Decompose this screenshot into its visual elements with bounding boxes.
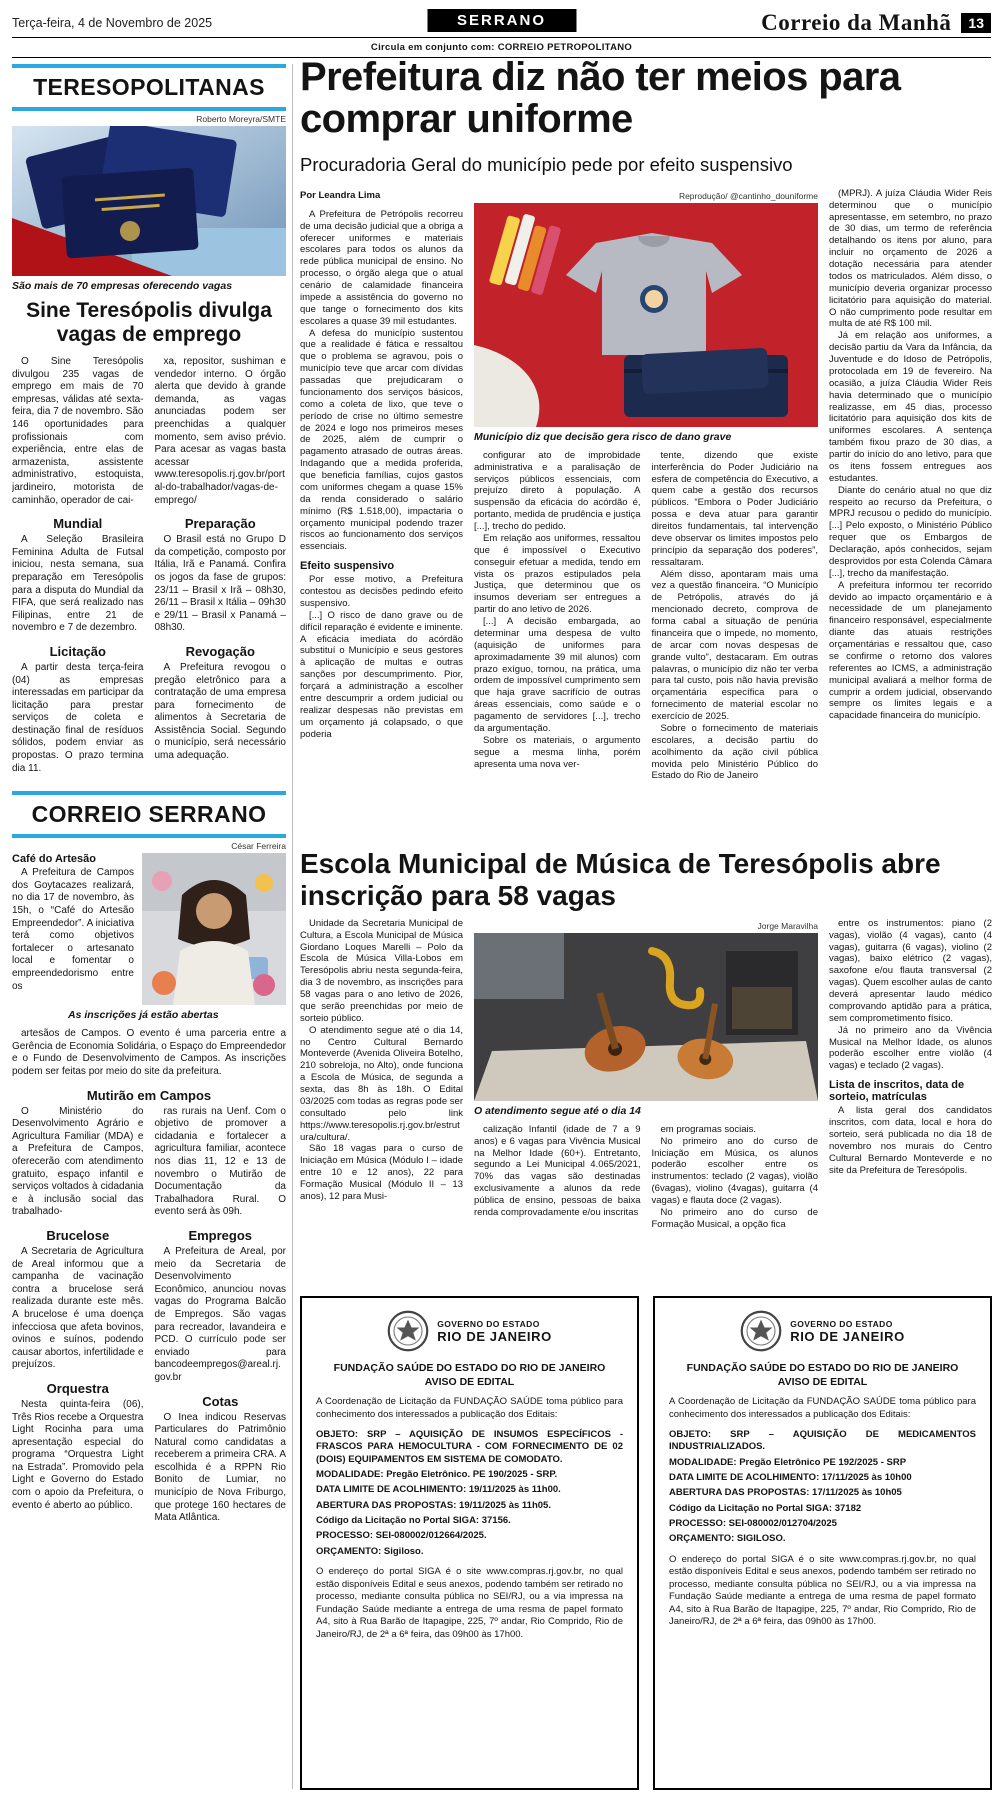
serrano-column-2	[155, 1106, 287, 1525]
crosshead: Licitação	[49, 643, 106, 659]
paragraph: [...] A decisão embargada, ao determinar uma despesa de vulto (aquisição de uniformes para aproximadamente 39 mil alunos) com prazo exíguo, tornou, na prática, uma ordem de impossível cumprimento sem que haja grave sacrifício de outras áreas essenciais, como saúde e o pagamento de servidores [...], trecho da argumentação.	[474, 616, 641, 734]
photo-credit: César Ferreira	[231, 841, 286, 852]
briefs-columns	[12, 356, 286, 775]
gov-line2: RIO DE JANEIRO	[437, 1328, 552, 1344]
edital-notice-1	[300, 1296, 639, 1790]
section-title-teresopolitanas: TERESOPOLITANAS	[12, 64, 286, 111]
brand-block	[761, 10, 991, 36]
article-column-4	[829, 188, 992, 783]
article-column-3	[652, 450, 819, 783]
crosshead-mutirao: Mutirão em Campos	[86, 1087, 212, 1103]
photo-credit: Jorge Maravilha	[757, 920, 818, 931]
uniform-illustration	[474, 203, 818, 427]
article-body	[300, 918, 992, 1231]
section-teresopolitanas	[12, 64, 286, 775]
paragraph: configurar ato de improbidade administrativa e a paralisação de serviços públicos essenciais, com prejuízo direto à população. A suspensão da eficácia do acórdão é, portanto, medida de prudência e justiça [...], trecho do pedido.	[474, 449, 641, 533]
paragraph: Sobre os materiais, o argumento segue a mesma linha, porém apresenta uma nova ver-	[474, 734, 641, 770]
lead-text-block	[12, 853, 134, 1005]
notice-field: ORÇAMENTO: Sigiloso.	[316, 1545, 424, 1557]
gov-line1: GOVERNO DO ESTADO	[790, 1318, 893, 1329]
gov-text	[790, 1319, 905, 1344]
briefs-column-1	[12, 356, 144, 775]
serrano-column-1	[12, 1106, 144, 1525]
article-body	[300, 188, 992, 783]
article-headline: Escola Municipal de Música de Teresópolis abre inscrição para 58 vagas	[300, 848, 941, 911]
paragraph: São 18 vagas para o curso de Iniciação em Música (Módulo I – idade entre 10 e 12 anos), 22 para Formação Musical (Módulo II – 13 anos), 12 para Musi-	[300, 1143, 463, 1202]
rj-state-emblem-icon	[387, 1310, 429, 1352]
crosshead: Efeito suspensivo	[300, 560, 395, 573]
notice-footer: O endereço do portal SIGA é o site www.compras.rj.gov.br, no qual estão disponíveis Edital e seus anexos, podendo também ser retirado no processo, mediante consulta pública no SEI/RJ, ou a via impressa na Fundação Saúde mediante a entrega de uma resma de papel formato A4, sito à Rua Barão de Itapagipe, 225, 7º andar, Rio Comprido, Rio de Janeiro/RJ, de 2ª a 6ª feira, das 09h00 às 17h00.	[669, 1553, 976, 1628]
article-subheadline: Procuradoria Geral do município pede por efeito suspensivo	[300, 153, 793, 175]
paragraph: A Prefeitura de Campos dos Goytacazes realizará, no dia 17 de novembro, às 15h, o “Café do Artesão Empreendedor”. A iniciativa terá como objetivos fortalecer o artesanato local e fomentar o empreendedorismo entre os	[12, 867, 134, 992]
paragraph: A prefeitura informou ter recorrido devido ao impacto orçamentário e à necessidade de um planejamento financeiro responsável, especialmente diante das atuais restrições orçamentárias e ressaltou que, caso se confirme o retorno dos valores referentes ao ICMS, a administração municipal avaliará a melhor forma de cumprir a ordem judicial, observando sempre os limites legais e a capacidade financeira do município.	[829, 579, 992, 722]
notice-fields	[669, 1429, 976, 1546]
paragraph: A Prefeitura revogou o pregão eletrônico para a contratação de uma empresa para fornecimento de alimentos à Secretaria de Assistência Social. Segundo o município, será necessário uma adequação.	[154, 661, 286, 762]
article-column-1	[300, 188, 463, 783]
notice-org: FUNDAÇÃO SAÚDE DO ESTADO DO RIO DE JANEIRO	[686, 1362, 959, 1374]
crosshead: Cotas	[202, 1393, 239, 1409]
paragraph: Nesta quinta-feira (06), Três Rios recebe a Orquestra Light Rocinha para uma apresentação especial do programa “Orquestra Light na Estrada”. Promovido pela Light e Governo do Estado com o apoio da Prefeitura, o evento é aberto ao público.	[12, 1398, 144, 1511]
paragraph: Já no primeiro ano da Vivência Musical na Melhor Idade, os alunos poderão escolher entre violão (4 vagas) e teclado (2 vagas).	[829, 1024, 992, 1072]
notice-field: Código da Licitação no Portal SIGA: 37182	[669, 1502, 862, 1514]
photo-caption: São mais de 70 empresas oferecendo vagas	[12, 280, 233, 292]
paragraph: No primeiro ano do curso de Iniciação em Música, os alunos poderão escolher entre os instrumentos: teclado (2 vagas), violão (6vagas), violino (4vagas), guitarra (4 vagas) e flauta doce (2 vagas).	[651, 1135, 818, 1207]
notice-footer: O endereço do portal SIGA é o site www.compras.rj.gov.br, no qual estão disponíveis Edital e seus anexos, podendo também ser retirado no processo, mediante consulta pública no SEI/RJ, ou a via impressa na Fundação Saúde mediante a entrega de uma resma de papel formato A4, sito à Rua Barão de Itapagipe, 225, 7º andar, Rio Comprido, Rio de Janeiro/RJ, de 2ª a 6ª feira, das 09h00 às 17h00.	[316, 1566, 623, 1640]
edital-notice-2	[653, 1296, 992, 1790]
gov-line2: RIO DE JANEIRO	[790, 1328, 905, 1344]
notice-field: ABERTURA DAS PROPOSTAS: 17/11/2025 às 10h05	[669, 1487, 902, 1499]
brief-headline: Sine Teresópolis divulga vagas de emprego	[26, 299, 272, 346]
article-mid-columns	[474, 450, 818, 783]
crosshead: Revogação	[185, 643, 255, 659]
paragraph: O Sine Teresópolis divulgou 235 vagas de emprego em mais de 70 empresas, válidas até sexta-feira, dia 7 de novembro. São 146 oportunidades para profissionais com experiência, entre elas de armazenista, assistente administrativo, estoquista, jardineiro, motorista de caminhão, operador de cai-	[12, 356, 144, 506]
article-uniform	[300, 56, 992, 846]
newspaper-brand: Correio da Manhã	[761, 9, 952, 35]
notice-field: Código da Licitação no Portal SIGA: 37156.	[316, 1515, 511, 1527]
crosshead: Café do Artesão	[12, 853, 96, 866]
paragraph: [...] O risco de dano grave ou de difícil reparação é evidente e iminente. A eficácia imediata do acórdão substituí o Município e seus gestores à aplicação de multas e outras sanções por descumprimento. Pior, forçará a administração a escolher entre descumprir a ordem judicial ou realizar despesas não previstas em um orçamento já colapsado, o que poderia	[300, 609, 463, 740]
paragraph: O Brasil está no Grupo D da competição, composto por Itália, Irã e Panamá. Confira os jogos da fase de grupos: 23/11 – Brasil x Irã – 08h30, 26/11 – Brasil x Itália – 09h30 e 29/11 – Brasil x Panamá – 08h30.	[154, 534, 286, 634]
notice-field: PROCESSO: SEI-080002/012664/2025.	[316, 1530, 487, 1542]
serrano-columns	[12, 1106, 286, 1525]
article-column-1	[300, 918, 463, 1231]
crosshead: Orquestra	[46, 1380, 109, 1396]
notice-field: OBJETO: SRP – AQUISIÇÃO DE MEDICAMENTOS INDUSTRIALIZADOS.	[669, 1429, 976, 1453]
notice-intro: A Coordenação de Licitação da FUNDAÇÃO SAÚDE toma público para conhecimento dos interessados a publicação dos Editais:	[316, 1396, 623, 1420]
column-rule	[292, 64, 293, 1789]
paragraph: No primeiro ano do curso de Formação Musical, a opção fica	[651, 1206, 818, 1230]
notice-fields	[316, 1429, 623, 1558]
article-column-2	[474, 450, 641, 783]
page-number: 13	[961, 13, 991, 33]
paragraph: Por esse motivo, a Prefeitura contestou as decisões pedindo efeito suspensivo.	[300, 574, 463, 609]
column-text	[300, 209, 463, 741]
paragraph: A Prefeitura de Petrópolis recorreu de uma decisão judicial que a obriga a oferecer uniformes e materiais escolares para todos os alunos da rede pública municipal de ensino. No processo, o órgão alega que o atual cenário de calamidade financeira impede a assistência do governo no que tange o fornecimento dos kits escolares a quase 39 mil estudantes.	[300, 208, 463, 327]
notice-field: DATA LIMITE DE ACOLHIMENTO: 17/11/2025 às 10h00	[669, 1472, 912, 1484]
paragraph: tente, dizendo que existe interferência do Poder Judiciário na esfera de competência do Executivo, a quem cabe a gestão dos recursos públicos. “Embora o Poder Judiciário possa e deva atuar para garantir direitos fundamentais, tal intervenção deve observar os limites impostos pelo princípio da separação dos poderes”, ressaltaram.	[651, 449, 818, 568]
notice-intro: A Coordenação de Licitação da FUNDAÇÃO SAÚDE toma público para conhecimento dos interessados a publicação dos Editais:	[669, 1396, 976, 1420]
section-correio-serrano	[12, 791, 286, 1525]
byline: Por Leandra Lima	[300, 189, 381, 201]
paragraph: A Seleção Brasileira Feminina Adulta de Futsal iniciou, nesta semana, sua preparação em Teresópolis para a disputa do Mundial da FIFA, que será realizado nas Filipinas, entre 21 de novembro e 7 de dezembro.	[12, 534, 144, 634]
artisan-illustration	[142, 853, 286, 1005]
crosshead: Empregos	[188, 1227, 253, 1243]
paragraph: Além disso, apontaram mais uma vez a questão financeira. “O Município de Petrópolis, através do já mencionado decreto, comprova de forma cabal a situação de penúria financeira que o impede, no momento, de arcar com novas despesas de grande vulto”, destacaram. Em outras palavras, o município diz não ter verba para tal custo, pois não havia previsão orçamentária específica para o fornecimento de material escolar no exercício de 2025.	[651, 568, 818, 723]
gov-logo	[669, 1310, 976, 1352]
tagline: Circula em conjunto com: CORREIO PETROPOLITANO	[12, 38, 991, 58]
page-header	[0, 0, 1003, 58]
article-photo-block	[474, 918, 818, 1231]
briefs-column-2	[155, 356, 287, 775]
article-music	[300, 848, 992, 1290]
gov-line1: GOVERNO DO ESTADO	[437, 1318, 540, 1329]
photo-caption: Município diz que decisão gera risco de dano grave	[474, 430, 732, 443]
photo-credit: Reprodução/ @cantinho_douniforme	[678, 190, 818, 201]
artisan-photo	[142, 853, 286, 1005]
notice-field: MODALIDADE: Pregão Eletrônico. PE 190/2025 - SRP.	[316, 1469, 558, 1481]
work-cards-illustration	[12, 126, 286, 276]
crosshead: Mundial	[53, 516, 103, 532]
gov-logo	[316, 1310, 623, 1352]
left-column	[12, 64, 286, 1790]
edition-date: Terça-feira, 4 de Novembro de 2025	[12, 15, 213, 30]
work-cards-photo	[12, 126, 286, 276]
paragraph: A Prefeitura de Areal, por meio da Secretaria de Desenvolvimento Econômico, anunciou novas vagas do Programa Balcão de Empregos. São vagas para recreador, lavandeira e PCD. O currículo pode ser enviado para bancodeempregos@areal.rj.gov.br	[154, 1245, 286, 1383]
top-bar	[12, 8, 991, 38]
instruments-illustration	[474, 933, 818, 1101]
gov-text	[437, 1319, 552, 1344]
paragraph: Sobre o fornecimento de materiais escolares, a decisão partiu do acolhimento da ação civil pública movida pelo Ministério Público do Estado do Rio de Janeiro	[651, 722, 818, 782]
notice-field: ABERTURA DAS PROPOSTAS: 19/11/2025 às 11h05.	[316, 1499, 551, 1511]
paragraph: (MPRJ). A juíza Cláudia Wider Reis determinou que o município apresentasse, em setembro, no prazo de 30 dias, um termo de referência detalhando os itens por aluno, para incluir no orçamento de 2026 a dotação necessária para atender todos os matriculados. Além disso, o município deveria organizar processo licitatório para aquisição do material. O não cumprimento pode resultar em multa de até R$ 100 mil.	[829, 187, 992, 330]
main-column	[300, 56, 992, 1792]
notice-field: PROCESSO: SEI-080002/012704/2025	[669, 1518, 837, 1530]
paragraph: ras rurais na Uenf. Com o objetivo de promover a cidadania e fortalecer a agricultura familiar, acontece nos dias 11, 12 e 13 de novembro o Mutirão de Documentação da Trabalhadora Rural. O evento será às 09h.	[154, 1105, 286, 1218]
notice-field: DATA LIMITE DE ACOLHIMENTO: 19/11/2025 às 11h00.	[316, 1484, 561, 1496]
article-headline: Prefeitura diz não ter meios para comprar uniforme	[300, 56, 901, 142]
instruments-photo	[474, 933, 818, 1101]
lead-row	[12, 853, 286, 1005]
paragraph: artesãos de Campos. O evento é uma parceria entre a Gerência de Economia Solidária, o Espaço do Empreendedor e o Fundo de Desenvolvimento de Campos. As inscrições podem ser feitas por meio do site da prefeitura.	[12, 1028, 286, 1078]
section-flag: SERRANO	[427, 9, 576, 32]
notice-field: MODALIDADE: Pregão Eletrônico PE 192/2025 - SRP	[669, 1456, 907, 1468]
notice-field: OBJETO: SRP – AQUISIÇÃO DE INSUMOS ESPECÍFICOS - FRASCOS PARA HEMOCULTURA - COM FORNECIMENTO DE 02 (DOIS) EQUIPAMENTOS EM SISTEMA DE COMODATO.	[316, 1429, 623, 1465]
paragraph: O Inea indicou Reservas Particulares do Patrimônio Natural como candidatas a receberem a primeira CRA. A escolhida é a RPPN Rio Bonito de Lumiar, no município de Nova Friburgo, que protege 160 hectares de Mata Atlântica.	[154, 1411, 286, 1524]
paragraph: O atendimento segue até o dia 14, no Centro Cultural Bernardo Monteverde (Avenida Oliveira Botelho, 210 sobreloja, no Alto), onde funciona a Escola de Música, de segunda a sexta, das 8h às 18h. O Edital 03/2025 com todas as regras pode ser consultado pelo link https://www.teresopolis.rj.gov.br/estrutura/cultura/.	[300, 1024, 463, 1143]
article-column-2	[474, 1124, 641, 1231]
paragraph: A Secretaria de Agricultura de Areal informou que a campanha de vacinação contra a brucelose será realizada durante este mês. A brucelose é uma doença infecciosa que afeta bovinos, ovinos e suínos, podendo causar abortos, infertilidade e prejuízos.	[12, 1245, 144, 1371]
article-column-4	[829, 918, 992, 1231]
paragraph: A partir desta terça-feira (04) as empresas interessadas em participar da licitação para prestar serviços de coleta e destinação final de resíduos sólidos, podem enviar as propostas. O prazo termina dia 11.	[12, 661, 144, 774]
notice-type: AVISO DE EDITAL	[424, 1376, 515, 1388]
public-notices	[300, 1296, 992, 1790]
article-photo-block	[474, 188, 818, 783]
photo-caption: As inscrições já estão abertas	[68, 1009, 219, 1022]
crosshead: Brucelose	[46, 1227, 110, 1243]
paragraph: em programas sociais.	[660, 1123, 757, 1135]
crosshead: Lista de inscritos, data de sorteio, matrículas	[829, 1079, 965, 1104]
crosshead: Preparação	[184, 516, 256, 532]
paragraph: entre os instrumentos: piano (2 vagas), violão (4 vagas), canto (4 vagas), guitarra (6 vagas), violino (2 vagas), baixo elétrico (2 vagas), saxofone e/ou flauta transversal (2 vagas). Quem escolher aulas de canto deverá apresentar laudo médico comprovando aptidão para a prática, sem comprometimento físico.	[829, 917, 992, 1024]
photo-credit: Roberto Moreyra/SMTE	[196, 114, 286, 124]
paragraph: Em relação aos uniformes, ressaltou que é impossível o Executivo conseguir efetuar a medida, tendo em vista os prazos estipulados pela Justiça, que determinou que os insumos deveriam ser entregues a partir do ano letivo de 2026.	[474, 532, 641, 616]
article-mid-columns	[474, 1124, 818, 1231]
notice-field: ORÇAMENTO: SIGILOSO.	[669, 1533, 786, 1545]
paragraph: calização Infantil (idade de 7 a 9 anos) e 6 vagas para Vivência Musical na Melhor Idade (60+). Entretanto, segundo a Lei Municipal 4.065/2021, 70% das vagas são destinadas exclusivamente a alunos da rede pública de ensino, pessoas de baixa renda comprovadamente e/ou inscritas	[474, 1123, 641, 1218]
paragraph: A lista geral dos candidatos inscritos, com data, local e hora do sorteio, será publicada no dia 18 de novembro nos murais do Centro Cultural Bernardo Monteverde e no site da Prefeitura de Teresópolis.	[829, 1105, 992, 1176]
rj-state-emblem-icon	[740, 1310, 782, 1352]
paragraph: O Ministério do Desenvolvimento Agrário e Agricultura Familiar (MDA) e a Prefeitura de Campos, oferecerão com atendimento gratuito, espaço infantil e serviços voltados à cidadania e à inclusão social das trabalhado-	[12, 1105, 144, 1218]
paragraph: Unidade da Secretaria Municipal de Cultura, a Escola Municipal de Música Giordano Loques Marelli – Polo da Escola de Música Villa-Lobos em Teresópolis abriu nesta segunda-feira, dia 3 de novembro, as inscrições para 58 vagas para o ano letivo de 2026, que serão preenchidas por meio de sorteio público.	[300, 917, 463, 1024]
uniform-photo	[474, 203, 818, 427]
photo-caption: O atendimento segue até o dia 14	[474, 1104, 641, 1117]
paragraph: Diante do cenário atual no que diz respeito ao recurso da Prefeitura, o MPRJ recusou o pedido do município. [...] Pelo exposto, o Ministério Público requer que os Embargos de Declaração, após conhecidos, sejam desprovidos por esta Colenda Câmara [...], trecho da manifestação.	[829, 484, 992, 579]
notice-type: AVISO DE EDITAL	[777, 1376, 868, 1388]
paragraph: A defesa do município sustentou que a realidade é fática e ressaltou que o problema se agravou, pois o município teve que arcar com dívidas passadas que prejudicaram o funcionamento dos serviços básicos, como a coleta de lixo, que teve o período de crise no último semestre de 2024 e logo nos primeiros meses de 2025, além de cumprir o pagamento atrasado de outras áreas. Indagando que a medida proferida, que beneficia famílias, cujos gastos com uniformes chegam a quase 15% da renda considerado o salário mínimo (R$ 1.518,00), impactaria o orçamento municipal podendo trazer riscos ao funcionamento dos serviços essenciais.	[300, 327, 463, 553]
notice-org: FUNDAÇÃO SAÚDE DO ESTADO DO RIO DE JANEIRO	[333, 1362, 606, 1374]
section-title-correio-serrano: CORREIO SERRANO	[12, 791, 286, 838]
article-column-3	[652, 1124, 819, 1231]
paragraph: Já em relação aos uniformes, a decisão partiu da Vara da Infância, da Juventude e do Idoso de Petrópolis, protocolada em 19 de fevereiro. Na ocasião, a juíza Cláudia Wider Reis havia determinado que o município realizasse, em 45 dias, processo licitatório para aquisição dos kits de uniformes escolares. A sentença também fixou prazo de 30 dias, a partir do início do ano letivo, para que os itens fossem entregues aos estudantes.	[829, 330, 992, 484]
paragraph: xa, repositor, sushiman e vendedor interno. O órgão alerta que devido à grande demanda, as vagas anunciadas podem ser preenchidas a qualquer momento, sem aviso prévio. Para acesar as vagas basta acessar www.teresopolis.rj.gov.br/portal-do-trabalhador/vagas-de-emprego/	[154, 356, 286, 506]
